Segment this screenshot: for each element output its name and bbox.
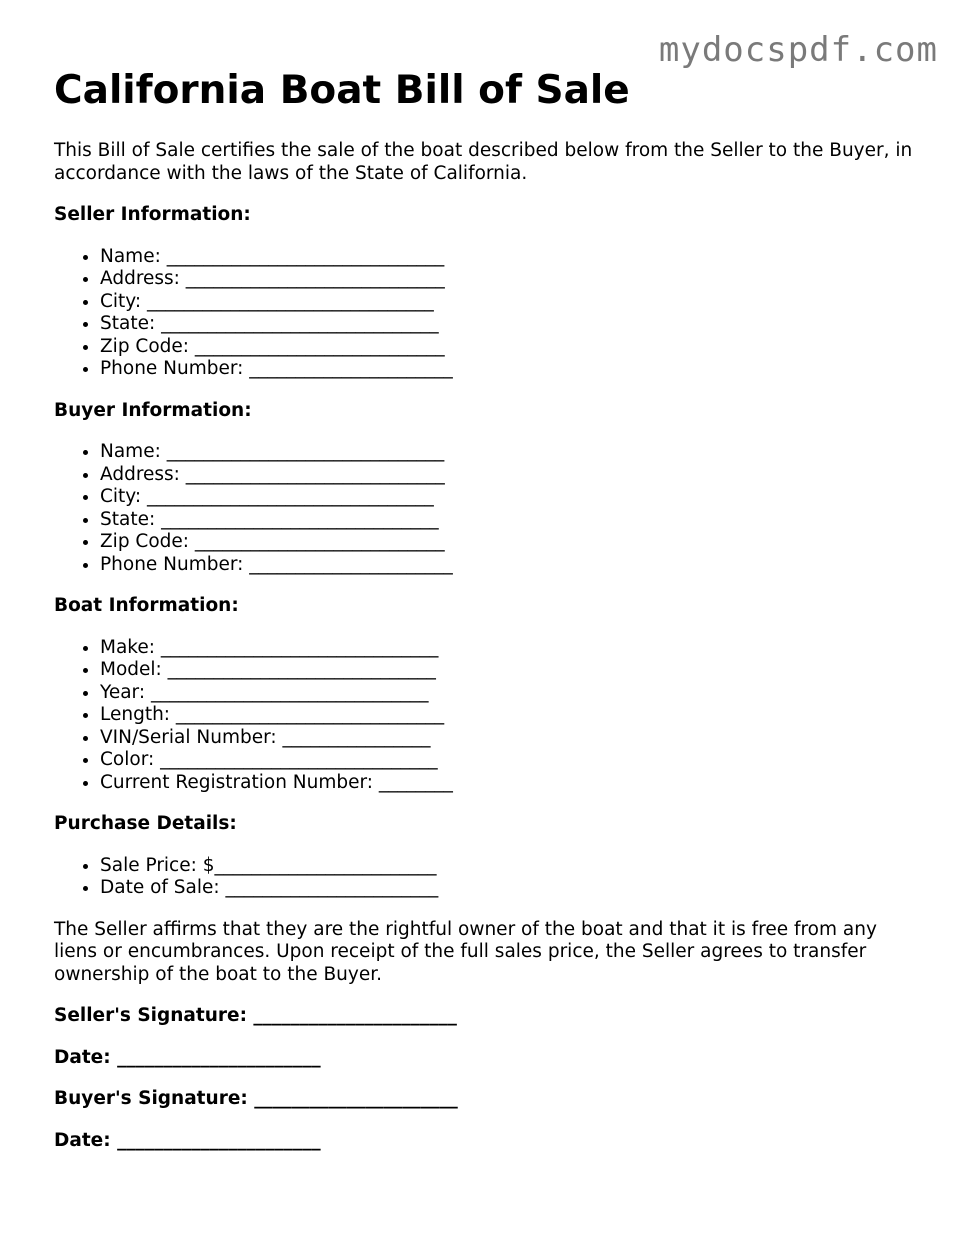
buyer-phone-field[interactable]: • Phone Number: ______________________ (100, 554, 924, 577)
buyer-address-field[interactable]: • Address: ____________________________ (100, 464, 924, 487)
seller-phone-field[interactable]: • Phone Number: ______________________ (100, 358, 924, 381)
seller-name-field[interactable]: • Name: ______________________________ (100, 246, 924, 269)
boat-vin-field[interactable]: • VIN/Serial Number: ________________ (100, 727, 924, 750)
seller-date-line[interactable]: Date: ______________________ (54, 1046, 321, 1068)
boat-year-field[interactable]: • Year: ______________________________ (100, 682, 924, 705)
seller-state-field[interactable]: • State: ______________________________ (100, 313, 924, 336)
sale-date-field[interactable]: • Date of Sale: _______________________ (100, 877, 924, 900)
seller-city-field[interactable]: • City: _______________________________ (100, 291, 924, 314)
boat-make-field[interactable]: • Make: ______________________________ (100, 637, 924, 660)
buyer-name-field[interactable]: • Name: ______________________________ (100, 441, 924, 464)
boat-fields-list (54, 637, 924, 795)
boat-registration-field[interactable]: • Current Registration Number: ________ (100, 772, 924, 795)
watermark: mydocspdf.com (658, 30, 938, 70)
seller-fields-list (54, 246, 924, 381)
seller-section-heading: Seller Information: (54, 204, 251, 225)
seller-zip-field[interactable]: • Zip Code: ___________________________ (100, 336, 924, 359)
seller-address-field[interactable]: • Address: ____________________________ (100, 268, 924, 291)
seller-signature-line[interactable]: Seller's Signature: ______________________ (54, 1005, 457, 1026)
buyer-zip-field[interactable]: • Zip Code: ___________________________ (100, 531, 924, 554)
document-page (54, 66, 924, 1152)
buyer-fields-list (54, 441, 924, 576)
purchase-section-heading: Purchase Details: (54, 813, 237, 834)
sale-price-field[interactable]: • Sale Price: $________________________ (100, 855, 924, 878)
buyer-city-field[interactable]: • City: _______________________________ (100, 486, 924, 509)
boat-section-heading: Boat Information: (54, 595, 239, 616)
boat-color-field[interactable]: • Color: ______________________________ (100, 749, 924, 772)
closing-paragraph: The Seller affirms that they are the rightful owner of the boat and that it is free from any liens or encumbrances. Upon receipt of the full sales price, the Seller agrees to transfer ownership of the boat to the Buyer. (54, 918, 877, 985)
boat-model-field[interactable]: • Model: _____________________________ (100, 659, 924, 682)
boat-length-field[interactable]: • Length: _____________________________ (100, 704, 924, 727)
buyer-signature-line[interactable]: Buyer's Signature: ______________________ (54, 1088, 458, 1109)
intro-paragraph: This Bill of Sale certifies the sale of the boat described below from the Seller to the Buyer, in accordance with the laws of the State of California. (54, 140, 913, 184)
document-title: California Boat Bill of Sale (54, 68, 630, 113)
buyer-section-heading: Buyer Information: (54, 399, 252, 421)
buyer-state-field[interactable]: • State: ______________________________ (100, 509, 924, 532)
buyer-date-line[interactable]: Date: ______________________ (54, 1129, 321, 1151)
purchase-fields-list (54, 855, 924, 900)
